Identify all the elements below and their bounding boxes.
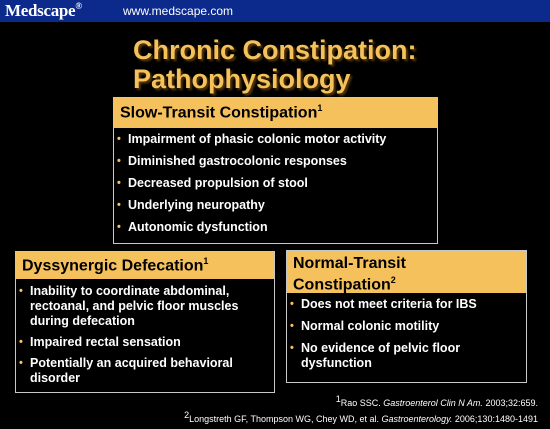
medscape-logo: Medscape® <box>5 1 82 20</box>
dyssynergic-heading: Dyssynergic Defecation$^1$ <box>16 252 274 279</box>
normal-transit-list <box>287 297 522 371</box>
bullet-item: • Diminished gastrocolonic responses <box>114 154 437 169</box>
bullet-item: • Normal colonic motility <box>287 319 522 334</box>
normal-transit-box <box>286 250 527 383</box>
slide-title: Chronic Constipation: Pathophysiology <box>133 35 417 94</box>
dyssynergic-box <box>15 251 275 393</box>
normal-transit-heading: Normal-Transit Constipation$^2$ <box>287 251 526 293</box>
bullet-item: • Inability to coordinate abdominal, rectoanal, and pelvic floor muscles during defecation <box>16 284 270 329</box>
reference-1: $^1$Rao SSC. Gastroenterol Clin N Am. 2003;32:659. <box>335 394 538 408</box>
references <box>184 393 538 425</box>
slow-transit-box <box>113 97 438 244</box>
bullet-item: • Impairment of phasic colonic motor activity <box>114 132 437 147</box>
bullet-item: • Decreased propulsion of stool <box>114 176 437 191</box>
top-bar <box>0 0 550 22</box>
bullet-item: • Potentially an acquired behavioral disorder <box>16 356 270 386</box>
slow-transit-list <box>114 132 437 235</box>
reference-2: $^2$Longstreth GF, Thompson WG, Chey WD, et al. Gastroenterology. 2006;130:1480-1491 <box>184 410 538 424</box>
bullet-item: • Impaired rectal sensation <box>16 335 270 350</box>
bullet-item: • Underlying neuropathy <box>114 198 437 213</box>
bullet-item: • Does not meet criteria for IBS <box>287 297 522 312</box>
bullet-item: • No evidence of pelvic floor dysfunction <box>287 341 522 371</box>
slow-transit-heading: Slow-Transit Constipation$^1$ <box>114 98 437 128</box>
dyssynergic-list <box>16 284 270 386</box>
bullet-item: • Autonomic dysfunction <box>114 220 437 235</box>
site-url: www.medscape.com <box>123 4 234 18</box>
